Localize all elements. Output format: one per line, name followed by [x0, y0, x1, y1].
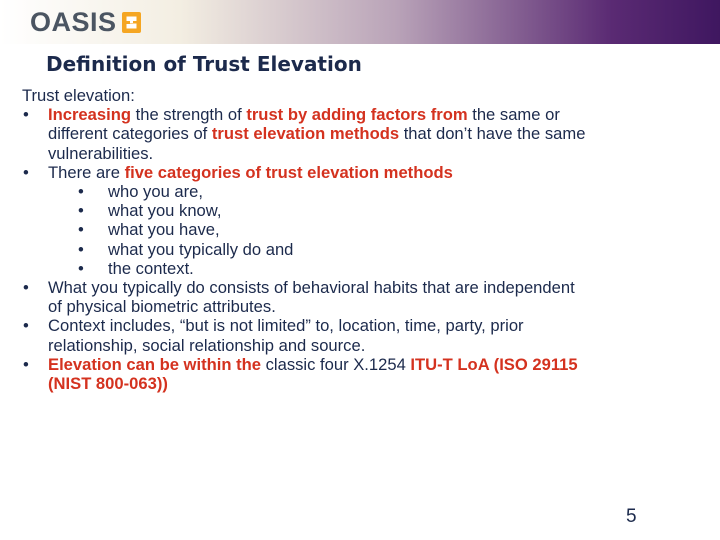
- emphasis-text: Elevation can be within the: [48, 354, 261, 374]
- bullet-marker: •: [23, 105, 29, 125]
- bullet-continuation: (NIST 800-063)): [48, 374, 168, 394]
- bullet-marker: •: [23, 278, 29, 298]
- body-text: What you typically do consists of behavioral habits that are independent: [48, 278, 575, 298]
- emphasis-text: trust by adding factors from: [246, 105, 468, 125]
- bullet-continuation: [22, 124, 702, 143]
- sub-bullet-context: [22, 259, 702, 278]
- bullet-continuation: vulnerabilities.: [48, 143, 154, 163]
- body-heading: Trust elevation:: [22, 86, 135, 105]
- sub-bullet-what-you-have: [22, 220, 702, 239]
- logo-text: OASIS: [30, 6, 117, 37]
- sub-bullet-typically-do: [22, 240, 702, 259]
- bullet-context-includes: [22, 316, 702, 335]
- slide-title: Definition of Trust Elevation: [46, 52, 362, 76]
- sub-bullet-what-you-know: [22, 201, 702, 220]
- bullet-marker: •: [23, 316, 29, 336]
- bullet-marker: •: [23, 162, 29, 182]
- bullet-marker: •: [78, 201, 84, 221]
- sub-bullet-text: the context.: [108, 258, 194, 278]
- body-text: the same or: [467, 105, 560, 125]
- bullet-marker: •: [78, 182, 84, 202]
- oasis-logo-mark-icon: [122, 12, 141, 33]
- oasis-logo: [30, 7, 141, 37]
- body-text: the strength of: [131, 105, 247, 125]
- bullet-increasing-strength: [22, 105, 702, 124]
- sub-bullet-who-you-are: [22, 182, 702, 201]
- page-number: 5: [626, 506, 637, 527]
- header-band: [0, 0, 720, 44]
- sub-bullet-text: what you know,: [108, 201, 222, 221]
- bullet-marker: •: [78, 258, 84, 278]
- bullet-elevation-loa: [22, 355, 702, 374]
- body-text: different categories of: [48, 124, 212, 144]
- bullet-continuation: of physical biometric attributes.: [48, 297, 276, 317]
- sub-bullet-text: what you have,: [108, 220, 220, 240]
- bullet-behavioral-habits: [22, 278, 702, 297]
- emphasis-text: ITU-T LoA (ISO 29115: [410, 354, 578, 374]
- bullet-marker: •: [23, 354, 29, 374]
- body-text: that don’t have the same: [399, 124, 586, 144]
- body-text: Context includes, “but is not limited” to, location, time, party, prior: [48, 316, 524, 336]
- body-text: There are: [48, 162, 125, 182]
- bullet-continuation: relationship, social relationship and source.: [48, 335, 366, 355]
- bullet-five-categories: [22, 163, 702, 182]
- bullet-marker: •: [78, 220, 84, 240]
- emphasis-text: five categories of trust elevation methods: [124, 162, 453, 182]
- sub-bullet-text: who you are,: [108, 182, 204, 202]
- emphasis-text: Increasing: [48, 105, 132, 125]
- bullet-marker: •: [78, 239, 84, 259]
- emphasis-text: trust elevation methods: [211, 124, 400, 144]
- slide-body: [22, 86, 702, 393]
- sub-bullet-text: what you typically do and: [108, 239, 294, 259]
- body-text: classic four X.1254: [261, 354, 411, 374]
